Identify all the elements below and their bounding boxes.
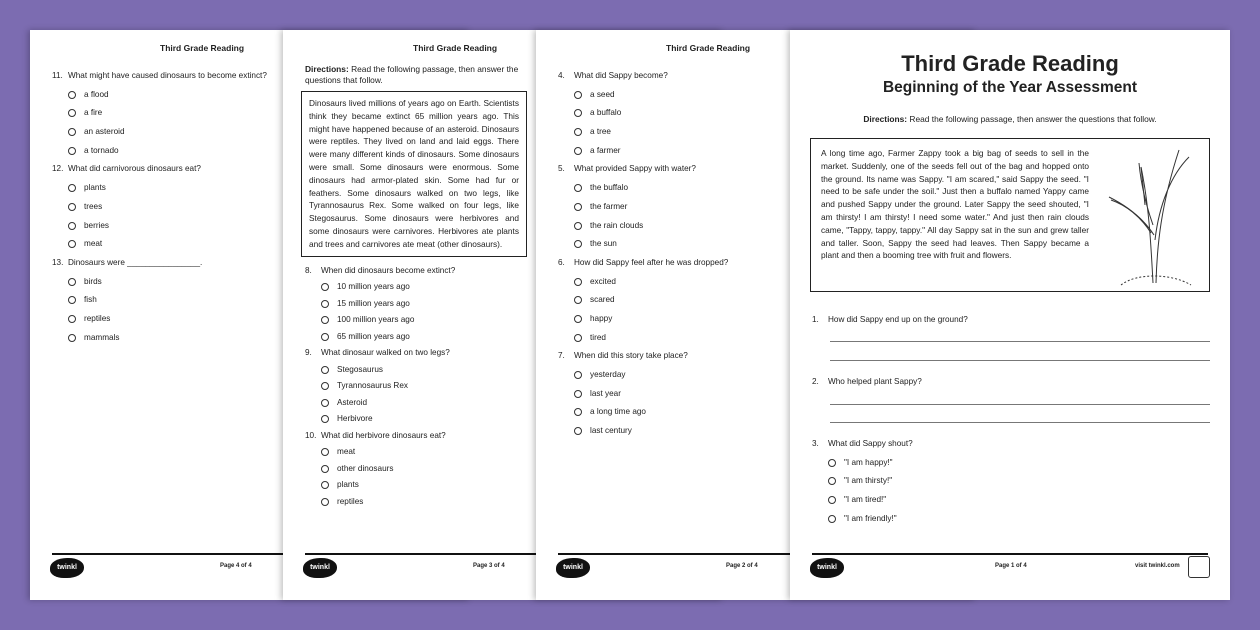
radio-circle-icon[interactable] [321, 316, 329, 324]
question [558, 70, 778, 163]
option-label: tired [590, 332, 606, 342]
page-header: Third Grade Reading [666, 43, 751, 53]
radio-circle-icon[interactable] [574, 91, 582, 99]
page-header: Third Grade Reading [413, 43, 498, 53]
question-number: 11. [52, 71, 63, 80]
answer-option[interactable] [558, 182, 778, 201]
answer-option[interactable] [305, 314, 525, 331]
option-label: a tornado [84, 145, 119, 155]
answer-option[interactable] [52, 276, 272, 295]
radio-circle-icon[interactable] [574, 390, 582, 398]
page-number: Page 4 of 4 [220, 563, 252, 569]
answer-option[interactable] [52, 89, 272, 108]
answer-option[interactable] [305, 380, 525, 397]
answer-option[interactable] [558, 89, 778, 108]
question [812, 376, 1212, 395]
option-label: a long time ago [590, 407, 646, 417]
radio-circle-icon[interactable] [321, 382, 329, 390]
option-label: a tree [590, 127, 611, 137]
radio-circle-icon[interactable] [68, 109, 76, 117]
radio-circle-icon[interactable] [68, 128, 76, 136]
answer-option[interactable] [305, 446, 525, 463]
option-label: Stegosaurus [337, 364, 383, 374]
answer-option[interactable] [305, 479, 525, 496]
answer-option[interactable] [558, 220, 778, 239]
question-number: 8. [305, 265, 312, 275]
twinkl-logo: twinkl [810, 558, 844, 578]
answer-line[interactable] [830, 341, 1210, 342]
option-label: reptiles [337, 496, 364, 506]
answer-option[interactable] [52, 107, 272, 126]
radio-circle-icon[interactable] [321, 399, 329, 407]
question-list [30, 70, 280, 350]
radio-circle-icon[interactable] [828, 496, 836, 504]
radio-circle-icon[interactable] [321, 481, 329, 489]
radio-circle-icon[interactable] [321, 300, 329, 308]
radio-circle-icon[interactable] [574, 109, 582, 117]
answer-option[interactable] [558, 276, 778, 295]
question-text [305, 265, 525, 282]
option-label: "I am thirsty!" [844, 476, 893, 486]
radio-circle-icon[interactable] [68, 240, 76, 248]
question [305, 430, 525, 513]
question-text [558, 257, 778, 276]
question-text [558, 70, 778, 89]
answer-option[interactable] [52, 182, 272, 201]
option-label: Tyrannosaurus Rex [337, 381, 408, 391]
radio-circle-icon[interactable] [68, 91, 76, 99]
answer-option[interactable] [558, 332, 778, 351]
radio-circle-icon[interactable] [574, 222, 582, 230]
question [52, 163, 272, 256]
option-label: a seed [590, 89, 615, 99]
twinkl-logo: twinkl [50, 558, 84, 578]
option-label: excited [590, 276, 616, 286]
option-label: 15 million years ago [337, 298, 410, 308]
question-number: 7. [558, 351, 565, 361]
question [52, 70, 272, 163]
answer-option[interactable] [305, 463, 525, 480]
radio-circle-icon[interactable] [574, 334, 582, 342]
option-label: the buffalo [590, 183, 629, 193]
radio-circle-icon[interactable] [828, 459, 836, 467]
option-label: last century [590, 426, 632, 436]
question-number: 3. [812, 439, 819, 448]
radio-circle-icon[interactable] [574, 240, 582, 248]
answer-line[interactable] [830, 404, 1210, 405]
question-label: How did Sappy feel after he was dropped? [574, 257, 729, 267]
radio-circle-icon[interactable] [828, 515, 836, 523]
answer-option[interactable] [305, 397, 525, 414]
option-label: 10 million years ago [337, 282, 410, 292]
answer-option[interactable] [52, 238, 272, 257]
option-label: birds [84, 276, 102, 286]
answer-option[interactable] [305, 298, 525, 315]
option-label: "I am tired!" [844, 495, 887, 505]
option-label: meat [84, 239, 103, 249]
passage-box [810, 138, 1210, 292]
option-label: 65 million years ago [337, 331, 410, 341]
question-label: What did herbivore dinosaurs eat? [321, 430, 446, 440]
radio-circle-icon[interactable] [321, 498, 329, 506]
question-label: When did dinosaurs become extinct? [321, 265, 456, 275]
answer-option[interactable] [52, 220, 272, 239]
answer-option[interactable] [812, 457, 1212, 476]
option-label: plants [337, 480, 359, 490]
question-label: Who helped plant Sappy? [828, 377, 922, 386]
radio-circle-icon[interactable] [321, 465, 329, 473]
passage-box: Dinosaurs lived millions of years ago on Earth. Scientists think they became extinct 65 million years ago. This might have happened because of an asteroid. Dinosaurs were reptiles. They lived on land and laid eggs. There were many different kinds of dinosaurs. Some dinosaurs were small. Some dinosaurs were enormous. Some dinosaurs had armor-plated skin. Some had fur or feathers. Some dinosaurs walked on two legs, like Tyrannosaurus Rex. Some walked on four legs, like Stegosaurus. Some dinosaurs were herbivores and some dinosaurs were carnivores. Herbivores ate plants and trees and carnivores ate meat (other dinosaurs). [301, 91, 527, 257]
option-label: a farmer [590, 145, 621, 155]
answer-option[interactable] [52, 294, 272, 313]
question-label: What might have caused dinosaurs to become extinct? [68, 71, 267, 80]
answer-option[interactable] [305, 413, 525, 430]
option-label: the sun [590, 239, 617, 249]
quality-badge-icon [1188, 556, 1210, 578]
question-text [812, 314, 1212, 333]
answer-option[interactable] [52, 145, 272, 164]
radio-circle-icon[interactable] [574, 296, 582, 304]
radio-circle-icon[interactable] [68, 184, 76, 192]
directions [305, 64, 525, 86]
answer-option[interactable] [558, 201, 778, 220]
directions-text: Read the following passage, then answer the questions that follow. [305, 64, 519, 85]
footer-rule [812, 553, 1208, 555]
answer-option[interactable] [52, 126, 272, 145]
radio-circle-icon[interactable] [574, 147, 582, 155]
radio-circle-icon[interactable] [828, 477, 836, 485]
radio-circle-icon[interactable] [68, 296, 76, 304]
answer-option[interactable] [558, 388, 778, 407]
question-text [812, 376, 1212, 395]
question-text [52, 163, 272, 182]
radio-circle-icon[interactable] [321, 448, 329, 456]
page-number: Page 3 of 4 [473, 563, 505, 569]
option-label: the rain clouds [590, 220, 644, 230]
page-title: Third Grade Reading [901, 51, 1119, 76]
page-number: Page 1 of 4 [995, 563, 1027, 569]
question-number: 10. [305, 430, 317, 440]
radio-circle-icon[interactable] [68, 203, 76, 211]
question-number: 9. [305, 348, 312, 358]
option-label: meat [337, 447, 356, 457]
answer-option[interactable] [558, 406, 778, 425]
answer-option[interactable] [812, 513, 1212, 532]
question-number: 13. [52, 257, 64, 267]
question [558, 163, 778, 256]
radio-circle-icon[interactable] [574, 408, 582, 416]
question-list [536, 70, 786, 444]
passage-text: A long time ago, Farmer Zappy took a big bag of seeds to sell in the market. Suddenly, one of the seeds fell out of the bag and hopped onto the ground. Its name was Sappy. "I am scared," said Sappy the seed. "I need to be safe under the soil." Just then a buffalo named Yappy came and pushed Sappy under the ground. Later Sappy the seed shouted, "I am thirsty! I am thirsty! I need some water." And just then rain clouds came, "Tappy, tappy, tappy." All day Sappy sat in the sun and grew taller and taller. Soon, Sappy the seed had leaves. Then Sappy became a plant and then a booming tree with fruit and flowers. [821, 148, 1089, 261]
question-text [305, 347, 525, 364]
twinkl-logo: twinkl [556, 558, 590, 578]
option-label: the farmer [590, 201, 628, 211]
answer-option[interactable] [52, 313, 272, 332]
question [558, 257, 778, 350]
question-text [305, 430, 525, 447]
radio-circle-icon[interactable] [321, 366, 329, 374]
radio-circle-icon[interactable] [574, 128, 582, 136]
page-subtitle: Beginning of the Year Assessment [882, 79, 1138, 96]
option-label: yesterday [590, 370, 626, 379]
option-label: last year [590, 388, 621, 398]
page-1 [790, 30, 1230, 600]
option-label: fish [84, 295, 97, 305]
question-label: What did carnivorous dinosaurs eat? [68, 164, 201, 174]
option-label: trees [84, 201, 103, 211]
question [812, 314, 1212, 333]
radio-circle-icon[interactable] [68, 222, 76, 230]
option-label: scared [590, 295, 615, 305]
radio-circle-icon[interactable] [321, 333, 329, 341]
option-label: Herbivore [337, 414, 373, 424]
page-3-content [283, 64, 533, 512]
answer-option[interactable] [558, 313, 778, 332]
plant-illustration [1101, 145, 1201, 290]
option-label: a fire [84, 108, 103, 118]
radio-circle-icon[interactable] [68, 147, 76, 155]
question [52, 257, 272, 350]
question-number: 1. [812, 315, 819, 324]
radio-circle-icon[interactable] [574, 371, 582, 379]
option-label: reptiles [84, 313, 111, 323]
answer-option[interactable] [558, 145, 778, 164]
question-label: How did Sappy end up on the ground? [828, 315, 968, 324]
question-text [812, 438, 1212, 457]
radio-circle-icon[interactable] [68, 334, 76, 342]
radio-circle-icon[interactable] [68, 315, 76, 323]
answer-option[interactable] [558, 126, 778, 145]
answer-option[interactable] [52, 332, 272, 351]
question-number: 2. [812, 377, 819, 386]
option-label: mammals [84, 332, 120, 342]
option-label: happy [590, 313, 613, 323]
answer-option[interactable] [812, 475, 1212, 494]
question-list [283, 265, 533, 513]
option-label: other dinosaurs [337, 463, 394, 473]
option-label: 100 million years ago [337, 315, 415, 325]
answer-option[interactable] [558, 238, 778, 257]
question-number: 4. [558, 71, 565, 80]
question-number: 6. [558, 257, 565, 267]
answer-line[interactable] [830, 422, 1210, 423]
question [558, 350, 778, 443]
answer-option[interactable] [812, 494, 1212, 513]
question-label: What did Sappy become? [574, 71, 668, 80]
question [305, 265, 525, 348]
question-label: What did Sappy shout? [828, 439, 913, 448]
twinkl-logo: twinkl [303, 558, 337, 578]
answer-option[interactable] [305, 364, 525, 381]
question-label: What dinosaur walked on two legs? [321, 348, 450, 358]
question [812, 438, 1212, 531]
option-label: plants [84, 183, 106, 193]
question-number: 12. [52, 164, 64, 174]
radio-circle-icon[interactable] [574, 203, 582, 211]
option-label: an asteroid [84, 127, 125, 137]
option-label: "I am happy!" [844, 457, 893, 467]
directions-label: Directions: [305, 64, 349, 74]
question-number: 5. [558, 164, 565, 174]
option-label: berries [84, 220, 110, 230]
directions-label: Directions: [863, 114, 908, 124]
option-label: a flood [84, 89, 109, 99]
directions [790, 114, 1230, 125]
radio-circle-icon[interactable] [321, 283, 329, 291]
option-label: a buffalo [590, 108, 622, 118]
question-label: What provided Sappy with water? [574, 164, 696, 174]
question-text [558, 163, 778, 182]
question-label: Dinosaurs were ________________. [68, 257, 203, 267]
option-label: Asteroid [337, 397, 368, 407]
answer-line[interactable] [830, 360, 1210, 361]
radio-circle-icon[interactable] [574, 315, 582, 323]
question [305, 347, 525, 430]
answer-option[interactable] [558, 107, 778, 126]
option-label: "I am friendly!" [844, 513, 897, 523]
page-number: Page 2 of 4 [726, 563, 758, 569]
answer-option[interactable] [558, 369, 778, 388]
answer-option[interactable] [558, 425, 778, 444]
answer-option[interactable] [305, 496, 525, 513]
answer-option[interactable] [305, 281, 525, 298]
radio-circle-icon[interactable] [574, 184, 582, 192]
directions-text: Read the following passage, then answer the questions that follow. [907, 114, 1157, 124]
answer-option[interactable] [558, 294, 778, 313]
radio-circle-icon[interactable] [574, 278, 582, 286]
radio-circle-icon[interactable] [321, 415, 329, 423]
site-link[interactable]: visit twinkl.com [1135, 563, 1180, 569]
page-header: Third Grade Reading [160, 43, 245, 53]
radio-circle-icon[interactable] [574, 427, 582, 435]
answer-option[interactable] [305, 331, 525, 348]
question-text [558, 350, 778, 369]
answer-option[interactable] [52, 201, 272, 220]
radio-circle-icon[interactable] [68, 278, 76, 286]
question-text [52, 70, 272, 89]
question-label: When did this story take place? [574, 351, 688, 361]
question-text [52, 257, 272, 276]
